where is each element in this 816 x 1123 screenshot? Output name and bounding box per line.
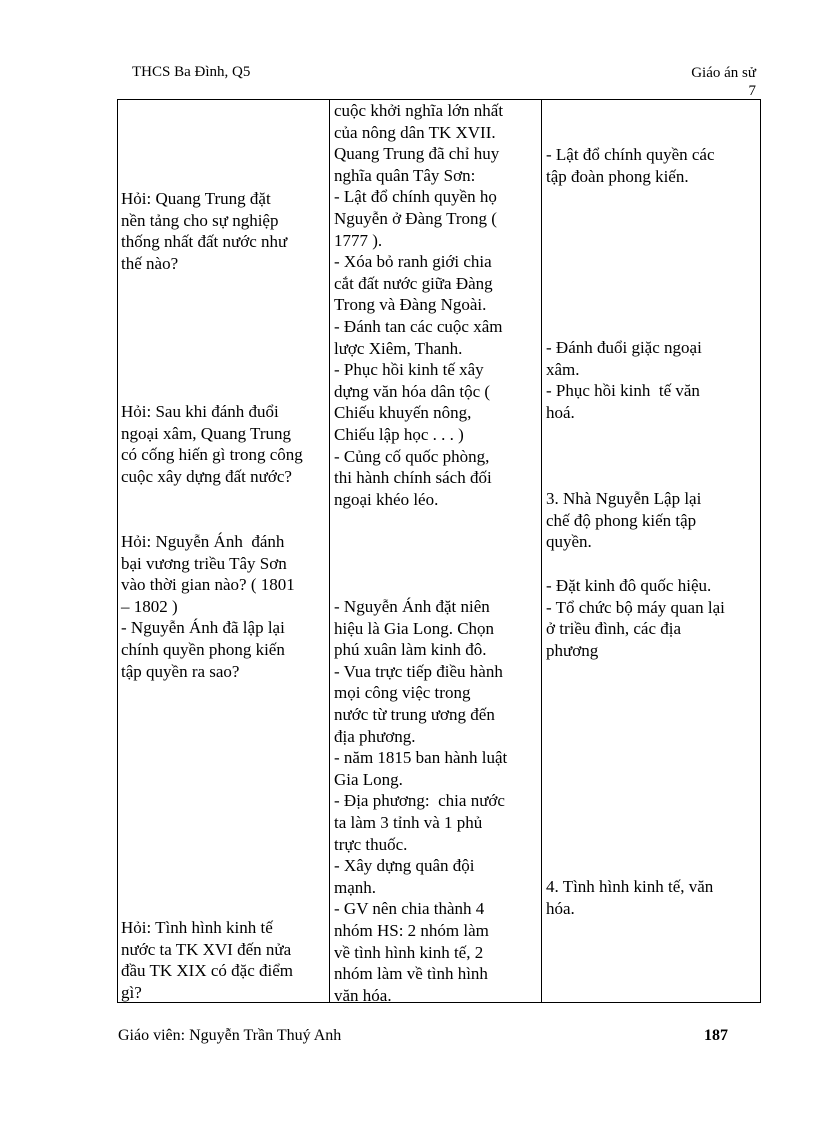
header-doc-label: Giáo án sử [691,65,756,81]
table-right-border [760,99,761,1003]
page-number: 187 [704,1027,728,1044]
header-grade: 7 [748,83,756,99]
question-3: Hỏi: Nguyễn Ánh đánh bại vương triều Tây Sơn vào thời gian nào? ( 1801 – 1802 ) - Nguyễn Ánh đã lập lại chính quyền phong kiến tập quyền ra sao? [121,532,295,681]
content-point-5: 4. Tình hình kinh tế, văn hóa. [546,877,714,918]
column-divider-1 [329,99,330,1003]
content-point-1: - Lật đổ chính quyền các tập đoàn phong kiến. [546,145,715,186]
activity-block-2: - Nguyễn Ánh đặt niên hiệu là Gia Long. Chọn phú xuân làm kinh đô. - Vua trực tiếp điều hành mọi công việc trong nước từ trung ương đến địa phương. - năm 1815 ban hành luật Gia Long. - Địa phương: chia nước ta làm 3 tỉnh và 1 phủ trực thuốc. - Xây dựng quân đội mạnh. - GV nên chia thành 4 nhóm HS: 2 nhóm làm về tình hình kinh tế, 2 nhóm làm về tình hình văn hóa. [334,597,508,1005]
activity-block-1: cuộc khởi nghĩa lớn nhất của nông dân TK XVII. Quang Trung đã chỉ huy nghĩa quân Tây Sơn: - Lật đổ chính quyền họ Nguyễn ở Đàng Trong ( 1777 ). - Xóa bỏ ranh giới chia cắt đất nước giữa Đàng Trong và Đàng Ngoài. - Đánh tan các cuộc xâm lược Xiêm, Thanh. - Phục hồi kinh tế xây dựng văn hóa dân tộc ( Chiếu khuyến nông, Chiếu lập học . . . ) - Củng cố quốc phòng, thi hành chính sách đối ngoại khéo léo. [334,101,504,509]
question-2: Hỏi: Sau khi đánh đuổi ngoại xâm, Quang Trung có cống hiến gì trong công cuộc xây dựng đất nước? [121,402,303,486]
question-1: Hỏi: Quang Trung đặt nền tảng cho sự nghiệp thống nhất đất nước như thế nào? [121,189,288,273]
table-left-border [117,99,118,1003]
content-point-4: - Đặt kinh đô quốc hiệu. - Tổ chức bộ máy quan lại ở triều đình, các địa phương [546,576,725,660]
content-point-2: - Đánh đuổi giặc ngoại xâm. - Phục hồi kinh tế văn hoá. [546,338,702,422]
question-4: Hỏi: Tình hình kinh tế nước ta TK XVI đến nửa đầu TK XIX có đặc điểm gì? [121,918,293,1002]
content-point-3: 3. Nhà Nguyễn Lập lại chế độ phong kiến tập quyền. [546,489,702,552]
lesson-table [117,99,761,1003]
header-subject [676,64,756,100]
column-divider-2 [541,99,542,1003]
header-school: THCS Ba Đình, Q5 [132,64,251,80]
footer-teacher: Giáo viên: Nguyễn Trần Thuý Anh [118,1027,342,1044]
